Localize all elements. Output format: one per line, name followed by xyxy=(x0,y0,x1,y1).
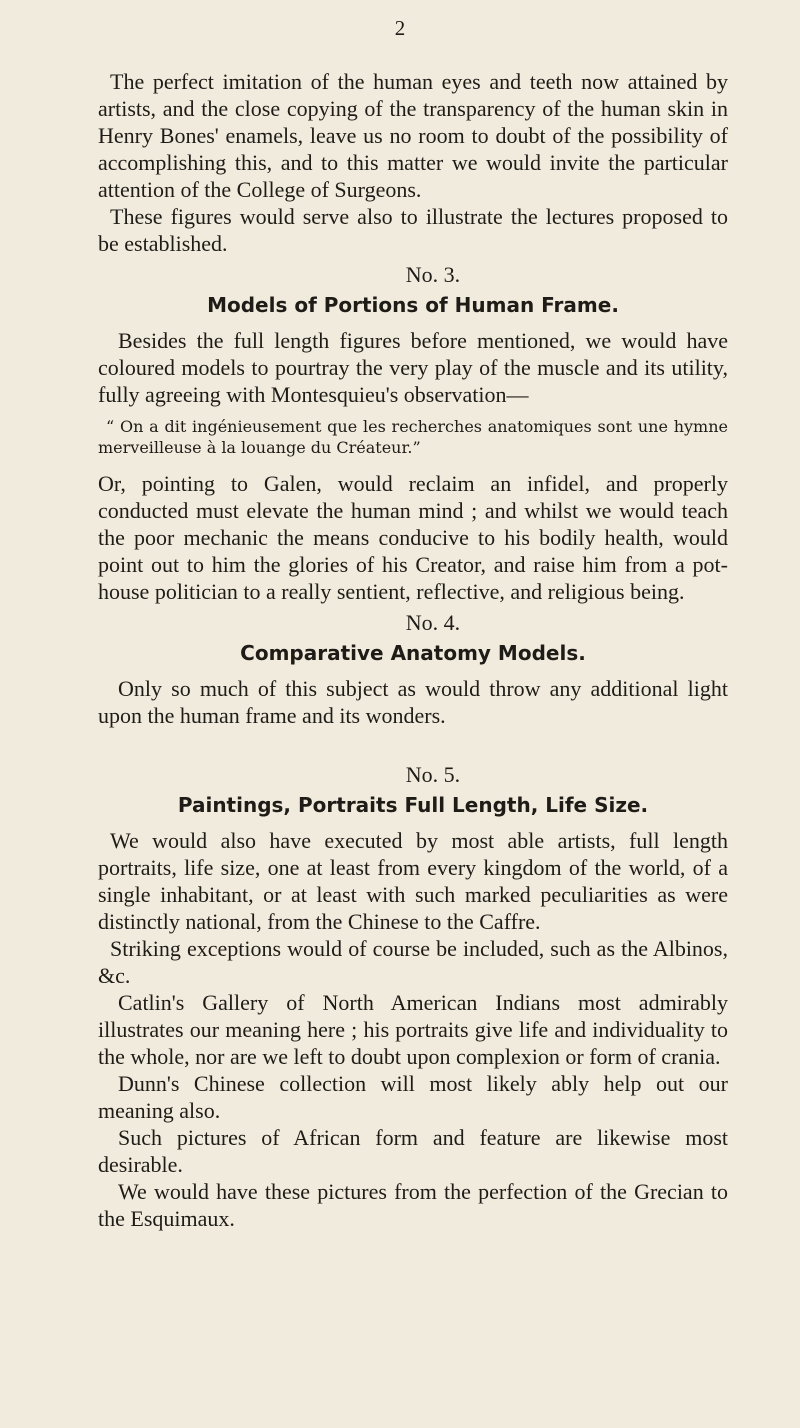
section-heading: Comparative Anatomy Models. xyxy=(240,641,586,665)
body-paragraph: Such pictures of African form and feature are likewise most desirable. xyxy=(98,1125,728,1177)
section-number: No. 3. xyxy=(405,262,461,287)
section-number: No. 4. xyxy=(405,610,461,635)
body-paragraph: Dunn's Chinese collection will most likely ably help out our meaning also. xyxy=(98,1071,728,1123)
intro-paragraph: The perfect imitation of the human eyes and teeth now attained by artists, and the close copying of the transparency of the human skin in Henry Bones' enamels, leave us no room to doubt of the possibility of accomplishing this, and to this matter we would invite the particular attention of the College of Surgeons. xyxy=(98,69,728,202)
french-quotation: “ On a dit ingénieusement que les recherches anatomiques sont une hymne merveilleuse à la louange du Créateur.” xyxy=(98,417,728,457)
body-paragraph: Striking exceptions would of course be included, such as the Albinos, &c. xyxy=(98,936,728,988)
section-heading: Models of Portions of Human Frame. xyxy=(207,293,619,317)
body-paragraph: Only so much of this subject as would throw any additional light upon the human frame and its wonders. xyxy=(98,676,728,728)
section-number: No. 5. xyxy=(405,762,461,787)
body-paragraph: We would also have executed by most able artists, full length portraits, life size, one at least from every kingdom of the world, of a single inhabitant, or at least with such marked peculiarities as were distinctly national, from the Chinese to the Caffre. xyxy=(98,828,728,934)
body-paragraph: We would have these pictures from the perfection of the Grecian to the Esquimaux. xyxy=(98,1179,728,1231)
section-heading: Paintings, Portraits Full Length, Life Size. xyxy=(177,793,649,817)
body-paragraph: Catlin's Gallery of North American Indians most admirably illustrates our meaning here ; his portraits give life and individuality to the whole, nor are we left to doubt upon complexion or form of crania. xyxy=(98,990,728,1069)
body-paragraph: Or, pointing to Galen, would reclaim an infidel, and properly conducted must elevate the human mind ; and whilst we would teach the poor mechanic the means conducive to his bodily health, would point out to him the glories of his Creator, and raise him from a pot-house politician to a really sentient, reflective, and religious being. xyxy=(98,471,728,604)
page-number: 2 xyxy=(394,16,406,40)
spacer xyxy=(98,729,728,757)
intro-paragraph: These figures would serve also to illustrate the lectures proposed to be established. xyxy=(98,204,728,256)
body-paragraph: Besides the full length figures before mentioned, we would have coloured models to pourtray the very play of the muscle and its utility, fully agreeing with Montesquieu's observation— xyxy=(98,328,728,407)
